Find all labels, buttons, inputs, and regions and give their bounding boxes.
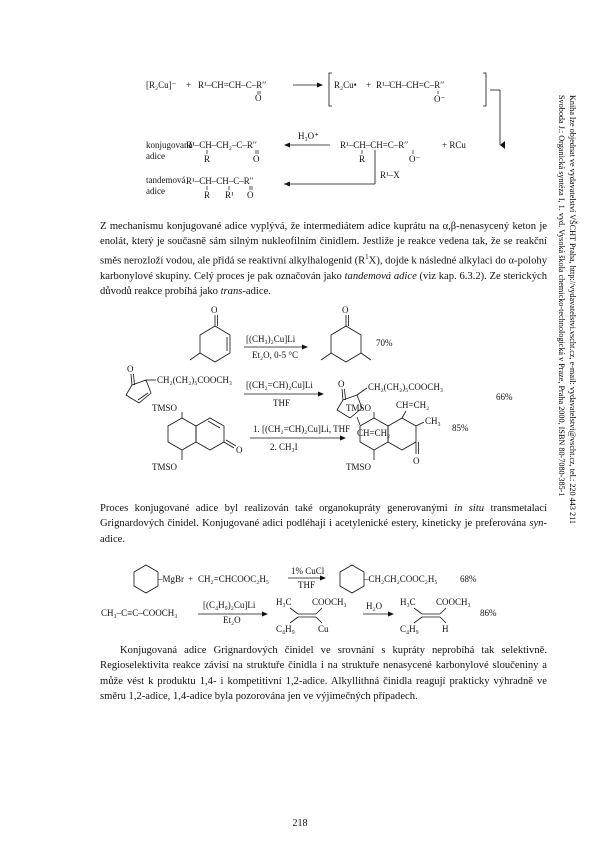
cuprate-reagent: [R₂Cu]⁻: [146, 80, 177, 90]
conj-label-2: adice: [146, 151, 165, 161]
int-c4h9: C₄H₉: [276, 624, 295, 634]
cyclohexyl-ring-1: [134, 565, 158, 593]
plus-sign-2: +: [366, 80, 372, 90]
r3-tmso-top: TMSO: [152, 403, 178, 413]
para2-text-1: Proces konjugované adice byl realizován také organokupráty generovanými: [100, 503, 455, 514]
methylcyclohexenone: [190, 315, 230, 362]
para1-em2: trans: [220, 286, 243, 298]
side-note-line1: Svoboda J.: Organická syntéza I, 1. vyd. Vysoká škola chemicko-technologická v Praze, Praha 2000, ISBN 80-7080-385-1: [557, 95, 566, 497]
tandem-product-r1: R¹: [225, 190, 234, 200]
alkyne: CH₃–C≡C–COOCH₃: [101, 608, 178, 618]
scheme-mechanism: [0, 0, 549, 230]
r2-reagent: [(CH₂=CH)₂Cu]Li: [246, 380, 313, 390]
r1-reagent: [(CH₃)₂Cu]Li: [246, 334, 296, 344]
prod-cooch3: COOCH₃: [436, 597, 471, 607]
grignard-reagent: –MgBr: [158, 574, 185, 584]
acrylate: CH₂=CHCOOC₂H₅: [198, 574, 269, 584]
bracket-right: [483, 73, 486, 106]
hydrolysis-reagent: H₃O⁺: [298, 131, 319, 141]
paragraph-2: [100, 501, 547, 547]
paragraph-3: [100, 643, 547, 705]
decalin-reactant: [168, 412, 236, 460]
tandem-product: R¹–CH–CH–C–R′′: [186, 176, 254, 186]
conj-product: R¹–CH–CH₂–C–R′′: [186, 140, 257, 150]
r2-conditions: THF: [273, 398, 291, 408]
int-cu: Cu: [318, 624, 329, 634]
tandem-label-1: tandemová: [146, 175, 186, 185]
grignard-solvent: THF: [298, 580, 316, 590]
bracket-left: [329, 73, 332, 106]
conj-label-1: konjugovaná: [146, 140, 193, 150]
r1-yield: 70%: [376, 338, 393, 348]
r3-product-oxygen: O: [413, 456, 420, 466]
catalyst: 1% CuCl: [291, 566, 325, 576]
r3-tmso-bottom: TMSO: [152, 462, 178, 472]
para2-text-3: -adice.: [100, 518, 547, 545]
int-h3c: H₃C: [276, 597, 292, 607]
scheme-cuprate-additions: [0, 300, 549, 490]
grignard-yield: 68%: [460, 574, 477, 584]
prod-h: H: [442, 624, 449, 634]
conj-product-r: R: [204, 154, 211, 164]
alkyne-reagent: [(C₄H₉)₂Cu]Li: [203, 600, 256, 610]
enolate-r: R: [359, 154, 366, 164]
tandem-product-oxygen: O: [247, 190, 254, 200]
tandem-product-r: R: [204, 190, 211, 200]
para2-text-2: transmetalací Grignardových činidel. Konjugované adici podléhají i acetylenické estery, kineticky je preferována: [100, 503, 547, 530]
cyclohexyl-ring-2: [340, 565, 364, 593]
r1-product-oxygen: O: [342, 305, 349, 315]
r2-yield: 66%: [496, 392, 513, 402]
alkyl-halide: R¹–X: [380, 170, 400, 180]
r3-product-vinyl: CH=CH₂: [396, 400, 430, 410]
r2-reactant-oxygen: O: [127, 364, 134, 374]
r3-yield: 85%: [452, 423, 469, 433]
r3-product-tmso-bottom: TMSO: [346, 462, 372, 472]
para1-text-3: (viz kap. 6.3.2). Ze sterických důvodů reakce probíhá jako: [100, 270, 548, 298]
plus-sign: +: [186, 80, 192, 90]
enolate: R¹–CH–CH=C–R′′: [340, 140, 409, 150]
tandem-label-2: adice: [146, 186, 165, 196]
para2-em: in situ: [454, 503, 485, 514]
int-cooch3: COOCH₃: [312, 597, 347, 607]
alkyne-conditions: Et₂O: [223, 615, 241, 625]
enone-formula: R¹–CH=CH–C–R′′: [198, 80, 267, 90]
enolate-oxygen: O⁻: [409, 154, 421, 164]
r3-product-methyl: CH₃: [425, 416, 441, 426]
conj-product-oxygen: O: [253, 154, 260, 164]
intermediate-oxygen: O⁻: [434, 94, 446, 104]
intermediate-cu: R₂Cu•: [334, 80, 357, 90]
side-note-line2: Kniha lze objednat ve vydavatelství VŠCHT Praha, http://vydavatelstvi.vscht.cz, e-mail: vydavatelstvi@vscht.cz, tel.: 220 443 211: [568, 95, 577, 524]
paragraph-1: [100, 219, 547, 300]
para3-text: Konjugovaná adice Grignardových činidel ve srovnání s kupráty neprobíhá tak selektivně. Regioselektivita reakce závisí na struktuře činidla i na struktuře nenasycené karbonylové sloučeniny a může vést k produktu 1,4- i kompetitivní 1,2-adice. Alkyllithná činidla reagují prakticky výhradně ve směru 1,2-adice, 1,4-adice byla pozorována jen ve výjimečných případech.: [100, 645, 547, 703]
para2-em2: syn: [529, 518, 544, 530]
r3-reactant-oxygen: O: [236, 445, 243, 455]
side-note: [549, 95, 589, 755]
r2-product-substituent: CH₂(CH₂)₅COOCH₃: [368, 382, 444, 392]
r1-reactant-oxygen: O: [211, 305, 218, 315]
alkyne-yield: 86%: [480, 608, 497, 618]
scheme-grignard: [0, 550, 549, 640]
para1-sup: 1: [365, 252, 369, 261]
r2-substituent: CH₂(CH₂)₅COOCH₃: [157, 375, 233, 385]
plus-sign-3: +: [188, 574, 194, 584]
r2-product-vinyl: CH=CH₂: [357, 428, 391, 438]
prod-c4h9: C₄H₉: [400, 624, 419, 634]
prod-h3c: H₃C: [400, 597, 416, 607]
rcu-byproduct: + RCu: [442, 140, 466, 150]
r1-conditions: Et₂O, 0-5 °C: [252, 350, 298, 360]
para1-em: tandemová adice: [344, 270, 417, 282]
grignard-product: –CH₂CH₂COOC₂H₅: [364, 574, 438, 584]
intermediate-radical: R¹–̇CH–CH=C–R′′: [376, 80, 445, 90]
r3-step-1: 1. [(CH₂=CH)₂Cu]Li, THF: [253, 424, 351, 434]
para1-text-4: -adice.: [242, 286, 271, 298]
dimethylcyclohexanone: [321, 315, 371, 362]
cyclopentenone: [126, 374, 156, 403]
para1-text-1: Z mechanismu konjugované adice vyplývá, že intermediátem adice kuprátu na α,β-nenasycený keton je enolát, který je současně sám silným nukleofilním činidlem. Jestliže je reakce vedena tak, že se reakční směs nerozloží vodou, ale přidá se reaktivní alkylhalogenid (R: [100, 221, 547, 267]
para1-text-2: X), dojde k následné alkylaci do α-polohy karbonylové skupiny. Celý proces je pak označován jako: [100, 255, 547, 282]
page-number: 218: [292, 818, 308, 829]
r2-product-oxygen: O: [338, 379, 345, 389]
hydrolysis-water: H₂O: [366, 601, 383, 611]
r3-step-2: 2. CH₃I: [270, 442, 298, 452]
enone-oxygen: O: [255, 93, 262, 103]
side-note-svg: [549, 95, 589, 755]
r3-product-tmso-top: TMSO: [346, 403, 372, 413]
